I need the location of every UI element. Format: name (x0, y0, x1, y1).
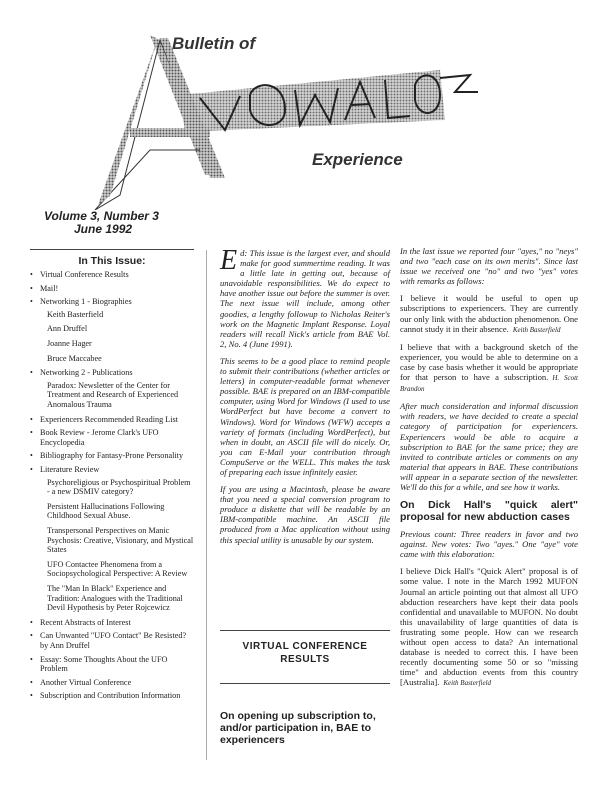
right-paragraph: I believe that with a background sketch of the experiencer, you would be able to determine on a case by case basis whether it would be appropriate for that person to have a subscription. H. Scott Brandon (400, 341, 579, 394)
masthead-bottom-text: Experience (312, 150, 403, 169)
masthead-top-text: Bulletin of (172, 34, 256, 53)
masthead (0, 0, 612, 210)
issue-date: June 1992 (74, 222, 133, 236)
column-divider (206, 250, 207, 760)
right-paragraph: I believe Dick Hall's "Quick Alert" proposal is of some value. I note in the March 1992 MUFON Journal an article pointing out that almost all UFO abduction researchers have kept their data pools confidential and unavailable to MUFON. No doubt this unavailability of large quantities of data is frustrating some people. How can we research without open access to data? An international database is needed to correct this. I have been recently documenting some 50 or so "missing time" and abduction events from this country [Australia]. Keith Basterfield (400, 566, 578, 688)
toc-sublist-bios (40, 310, 194, 363)
toc-subitem[interactable]: The "Man In Black" Experience and Tradition: Analogues with the Traditional Devil Hypothesis by Peter Rojcewicz (47, 583, 183, 613)
toc-item[interactable]: • Subscription and Contribution Information (30, 691, 194, 701)
editorial-paragraph: Ed: This issue is the largest ever, and should make for good summertime reading. It was a little late in getting out, because of unavoidable responsibilities. We do expect to have another issue out before the summer is over. The next issue will include, among other goodies, a lengthy followup to Nicholas Reiter's work on the Magnetic Implant Response. Loyal readers will recall Nick's article from BAE Vol. 2, No. 4 (June 1991). (220, 245, 390, 349)
volume-number: Volume 3, Number 3 (44, 209, 159, 223)
toc-item[interactable]: • Networking 2 - Publications Paradox: Newsletter of the Center for Treatment and Research of Experienced Anomalous Trauma (30, 368, 194, 409)
toc-subitem[interactable]: Keith Basterfield (47, 309, 104, 319)
conference-box-title (220, 640, 390, 666)
toc-item[interactable]: • Essay: Some Thoughts About the UFO Problem (30, 655, 194, 674)
toc-item[interactable]: • Experiencers Recommended Reading List (30, 415, 194, 425)
toc-subitem[interactable]: Transpersonal Perspectives on Manic Psychosis: Creative, Visionary, and Mystical States (47, 525, 194, 555)
right-column (400, 246, 578, 695)
masthead-logo-text (560, 10, 565, 11)
toc-item[interactable]: • Networking 1 - Biographies Keith Basterfield Ann Druffel Joanne Hager Bruce Maccabee (30, 297, 194, 363)
toc-item[interactable]: • Can Unwanted "UFO Contact" Be Resisted? by Ann Druffel (30, 631, 194, 650)
toc-subitem[interactable]: Ann Druffel (47, 324, 88, 334)
toc-subitem[interactable]: Bruce Maccabee (47, 353, 102, 363)
signature: Keith Basterfield (443, 679, 492, 688)
conference-box-bottom-rule (220, 683, 390, 684)
toc-title: In This Issue: (78, 255, 146, 267)
right-paragraph: I believe it would be useful to open up subscriptions to experiencers. They are currently our only link with the abduction phenomenon. One cannot study it in their absence. Keith Basterfield (400, 293, 578, 334)
right-paragraph: Previous count: Three readers in favor and two against. New votes: Two "ayes." One "aye" vote came with this elaboration: (400, 529, 578, 560)
editorial-paragraph: This seems to be a good place to remind people to submit their contributions (whether articles or letters) in computer-readable format whenever possible. BAE is prepared on an IBM-compatible computer, using Word for Windows (I used to use WordPerfect but have become a convert to Windows). Word for Windows (WFW) accepts a variety of formats (including WordPerfect), but when in doubt, an ASCII file will do nicely. Or, you can E-Mail your contribution through CompuServe or the WELL. This makes the task of preparing each issue infinitely easier. (220, 355, 390, 477)
editorial-column (220, 245, 390, 552)
toc-subitem[interactable]: Psychoreligious or Psychospiritual Problem - a new DSMIV category? (47, 477, 191, 497)
subscription-heading: On opening up subscription to, and/or participation in, BAE to experiencers (220, 710, 376, 746)
conference-box-top-rule (220, 630, 390, 631)
toc-subitem[interactable]: Paradox: Newsletter of the Center for Treatment and Research of Experienced Anomalous Trauma (47, 380, 179, 410)
toc-list (30, 270, 194, 701)
signature: H. Scott Brandon (400, 374, 579, 394)
conference-box-line: VIRTUAL CONFERENCE (242, 641, 368, 652)
toc-subitem[interactable]: UFO Contactee Phenomena from a Sociopsychological Perspective: A Review (47, 559, 188, 579)
editorial-dropcap: E (220, 245, 238, 276)
quick-alert-heading: On Dick Hall's "quick alert" proposal for new abduction cases (400, 499, 578, 524)
toc-item[interactable]: • Recent Abstracts of Interest (30, 618, 194, 628)
toc-item[interactable]: • Virtual Conference Results (30, 270, 194, 280)
signature: Keith Basterfield (512, 325, 561, 334)
toc-top-rule (30, 249, 194, 250)
conference-box-line: RESULTS (280, 654, 330, 665)
editorial-paragraph: If you are using a Macintosh, please be aware that you need a special conversion program to produce a diskette that will be readable by an IBM-compatible machine. An ASCII file produced from a Mac application without using this special utility is unusable by our system. (220, 484, 390, 545)
toc-subitem[interactable]: Joanne Hager (47, 339, 92, 349)
toc-item[interactable]: • Mail! (30, 284, 194, 294)
right-paragraph: After much consideration and informal discussion with readers, we have decided to create a special category of participation for experiencers. Experiencers would be able to acquire a subscription to BAE for the same price; they are invited to contribute articles or comments on any material that appears in BAE. These contributions will appear in a separate section of the newsletter. We'll do this for a while, and see how it works. (400, 401, 578, 492)
toc-item[interactable]: • Book Review - Jerome Clark's UFO Encyclopedia (30, 428, 194, 447)
toc-subitem[interactable]: Persistent Hallucinations Following Childhood Sexual Abuse. (47, 501, 165, 521)
toc-item[interactable]: • Literature Review Psychoreligious or Psychospiritual Problem - a new DSMIV category? Persistent Hallucinations Following Childhood Sexual Abuse. Transpersonal Perspectives on Manic Psychosis: Creative, Visionary, and Mystical States UFO Contactee Phenomena from a Sociopsychological Perspective: A Review The "Man In Black" Experience and Tradition: Analogues with the Traditional Devil Hypothesis by Peter Rojcewicz (30, 465, 194, 613)
toc-sublist-literature (40, 478, 194, 613)
masthead-logo-icon (0, 0, 612, 210)
toc-column (30, 254, 194, 705)
toc-item[interactable]: • Another Virtual Conference (30, 678, 194, 688)
toc-sublist-publications (40, 381, 194, 410)
toc-item[interactable]: • Bibliography for Fantasy-Prone Personality (30, 451, 194, 461)
right-paragraph: In the last issue we reported four "ayes," no "neys" and two "each case on its own merits". Since last issue we received one "no" and two "yes" votes with remarks as follows: (400, 246, 578, 287)
